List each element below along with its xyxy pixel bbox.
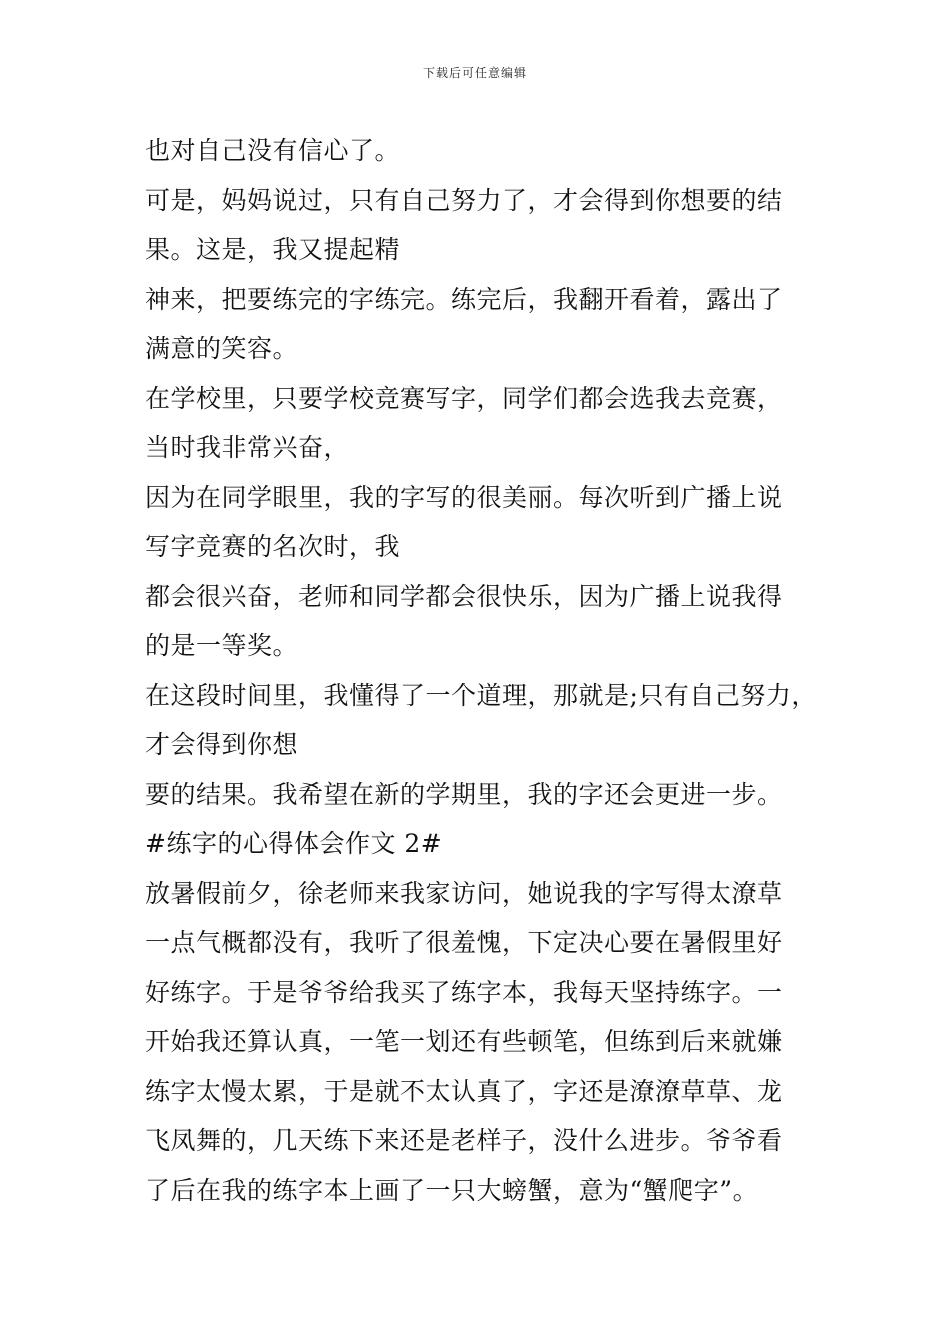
text-line-1: 也对自己没有信心了。 — [145, 136, 401, 165]
text-line-11: 的是一等奖。 — [145, 631, 299, 660]
text-line-3: 果。这是，我又提起精 — [145, 235, 401, 264]
text-line-21: 飞凤舞的，几天练下来还是老样子，没什么进步。爷爷看 — [145, 1126, 783, 1155]
text-line-17: 一点气概都没有，我听了很羞愧，下定决心要在暑假里好 — [145, 928, 783, 957]
text-line-2: 可是，妈妈说过，只有自己努力了，才会得到你想要的结 — [145, 185, 783, 215]
text-line-9: 写字竞赛的名次时，我 — [145, 532, 401, 561]
text-line-14: 要的结果。我希望在新的学期里，我的字还会更进一步。 — [145, 779, 783, 809]
text-line-8: 因为在同学眼里，我的字写的很美丽。每次听到广播上说 — [145, 482, 783, 512]
text-line-20: 练字太慢太累，于是就不太认真了，字还是潦潦草草、龙 — [145, 1076, 783, 1106]
text-line-19: 开始我还算认真，一笔一划还有些顿笔，但练到后来就嫌 — [145, 1027, 783, 1056]
text-line-16: 放暑假前夕，徐老师来我家访问，她说我的字写得太潦草 — [145, 878, 783, 908]
text-line-5: 满意的笑容。 — [145, 334, 299, 363]
text-line-4: 神来，把要练完的字练完。练完后，我翻开看着，露出了 — [145, 284, 783, 314]
section-heading: #练字的心得体会作文 2# — [145, 829, 443, 858]
text-line-12: 在这段时间里，我懂得了一个道理，那就是;只有自己努力， — [145, 680, 817, 710]
text-line-7: 当时我非常兴奋， — [145, 433, 350, 462]
text-line-10: 都会很兴奋，老师和同学都会很快乐，因为广播上说我得 — [145, 581, 783, 611]
text-line-22: 了后在我的练字本上画了一只大螃蟹，意为“蟹爬字”。 — [145, 1175, 759, 1205]
text-line-18: 好练字。于是爷爷给我买了练字本，我每天坚持练字。一 — [145, 977, 783, 1007]
document-body — [145, 126, 845, 1215]
page-header: 下载后可任意编辑 — [422, 66, 527, 80]
text-line-6: 在学校里，只要学校竞赛写字，同学们都会选我去竞赛， — [145, 383, 783, 413]
text-line-13: 才会得到你想 — [145, 730, 299, 759]
